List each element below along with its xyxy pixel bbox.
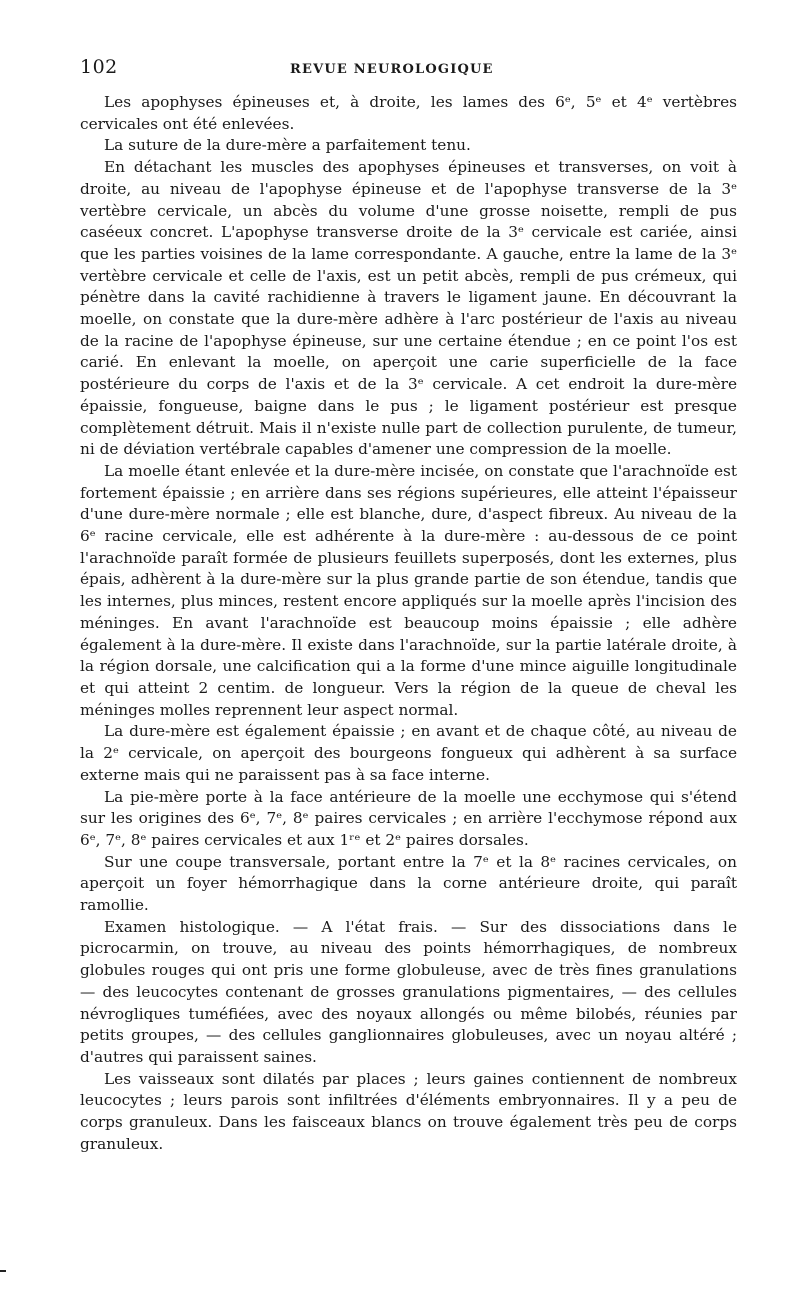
paragraph: Les vaisseaux sont dilatés par places ; leurs gaines contiennent de nombreux leucocytes ; leurs parois sont infiltrées d'éléments embryonnaires. Il y a peu de corps granuleux. Dans les faisceaux blancs on trouve également très peu de corps granuleux. [80, 1069, 737, 1153]
paragraph: La suture de la dure-mère a parfaitement tenu. [104, 136, 471, 155]
paragraph: Examen histologique. — A l'état frais. — Sur des dissociations dans le picrocarmin, on trouve, au niveau des points hémorrhagiques, de nombreux globules rouges qui ont pris une forme globuleuse, avec de très fines granulations — des leucocytes contenant de grosses granulations pigmentaires, — des cellules névrogliques tuméfiées, avec des noyaux allongés ou même bilobés, réunies par petits groupes, — des cellules ganglionnaires globuleuses, avec un noyau altéré ; d'autres qui paraissent saines. [80, 917, 737, 1066]
running-head: REVUE NEUROLOGIQUE [290, 62, 494, 77]
paragraph: La pie-mère porte à la face antérieure de la moelle une ecchymose qui s'étend sur les origines des 6ᵉ, 7ᵉ, 8ᵉ paires cervicales ; en arrière l'ecchymose répond aux 6ᵉ, 7ᵉ, 8ᵉ paires cervicales et aux 1ʳᵉ et 2ᵉ paires dorsales. [80, 787, 737, 849]
paragraph: Sur une coupe transversale, portant entre la 7ᵉ et la 8ᵉ racines cervicales, on aperçoit un foyer hémorrhagique dans la corne antérieure droite, qui paraît ramollie. [80, 852, 737, 915]
paragraph: Les apophyses épineuses et, à droite, les lames des 6ᵉ, 5ᵉ et 4ᵉ vertèbres cervicales ont été enlevées. [80, 93, 737, 133]
paragraph: La moelle étant enlevée et la dure-mère incisée, on constate que l'arachnoïde est fortement épaissie ; en arrière dans ses régions supérieures, elle atteint l'épaisseur d'une dure-mère normale ; elle est blanche, dure, d'aspect fibreux. Au niveau de la 6ᵉ racine cervicale, elle est adhérente à la dure-mère : au-dessous de ce point l'arachnoïde paraît formée de plusieurs feuillets superposés, dont les externes, plus épais, adhèrent à la dure-mère sur la plus grande partie de son étendue, tandis que les internes, plus minces, restent encore appliqués sur la moelle après l'incision des méninges. En avant l'arachnoïde est beaucoup moins épaissie ; elle adhère également à la dure-mère. Il existe dans l'arachnoïde, sur la partie latérale droite, à la région dorsale, une calcification qui a la forme d'une mince aiguille longitudinale et qui atteint 2 centim. de longueur. Vers la région de la queue de cheval les méninges molles reprennent leur aspect normal. [80, 461, 737, 719]
paragraph: La dure-mère est également épaissie ; en avant et de chaque côté, au niveau de la 2ᵉ cervicale, on aperçoit des bourgeons fongueux qui adhèrent à sa surface externe mais qui ne paraissent pas à sa face interne. [80, 722, 737, 784]
paragraph: En détachant les muscles des apophyses épineuses et transverses, on voit à droite, au niveau de l'apophyse épineuse et de l'apophyse transverse de la 3ᵉ vertèbre cervicale, un abcès du volume d'une grosse noisette, rempli de pus caséeux concret. L'apophyse transverse droite de la 3ᵉ cervicale est cariée, ainsi que les parties voisines de la lame correspondante. A gauche, entre la lame de la 3ᵉ vertèbre cervicale et celle de l'axis, est un petit abcès, rempli de pus crémeux, qui pénètre dans la cavité rachidienne à travers le ligament jaune. En découvrant la moelle, on constate que la dure-mère adhère à l'arc postérieur de l'axis au niveau de la racine de l'apophyse épineuse, sur une certaine étendue ; en ce point l'os est carié. En enlevant la moelle, on aperçoit une carie superficielle de la face postérieure du corps de l'axis et de la 3ᵉ cervicale. A cet endroit la dure-mère épaissie, fongueuse, baigne dans le pus ; le ligament postérieur est presque complètement détruit. Mais il n'existe nulle part de collection purulente, de tumeur, ni de déviation vertébrale capables d'amener une compression de la moelle. [80, 158, 737, 459]
page-number: 102 [80, 56, 118, 78]
page-header [80, 56, 737, 80]
body-text [80, 92, 737, 1155]
page-edge-mark [0, 1270, 6, 1272]
